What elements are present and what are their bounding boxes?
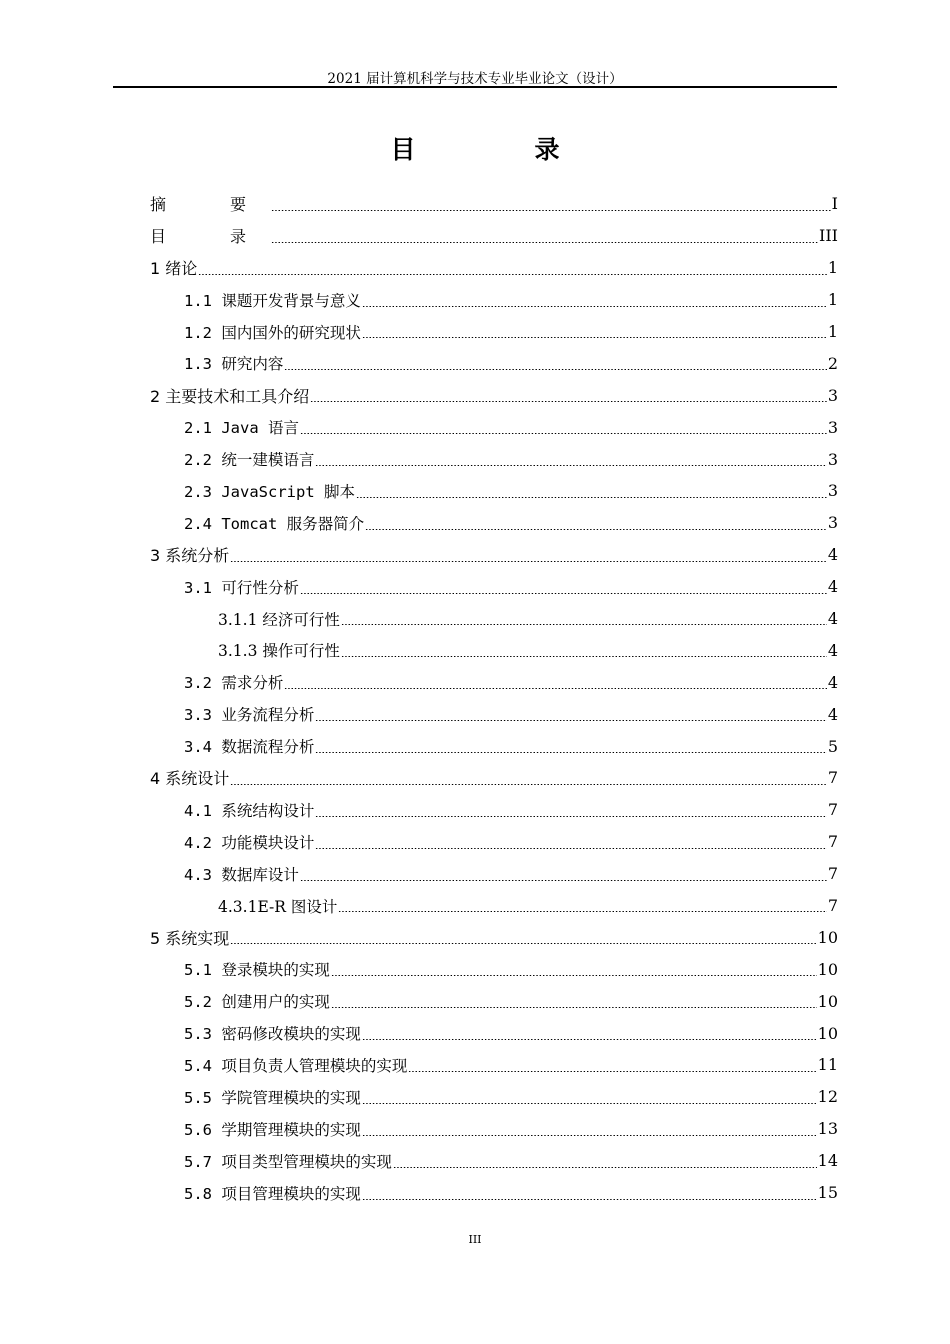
- toc-entry-label: 5.6 学期管理模块的实现: [184, 1120, 361, 1139]
- toc-entry-page: 1: [827, 322, 838, 341]
- toc-entry-label: 2.3 JavaScript 脚本: [184, 482, 355, 501]
- toc-entry-label: 5.8 项目管理模块的实现: [184, 1184, 361, 1203]
- toc-dot-leader: [315, 848, 826, 849]
- toc-dot-leader: [315, 752, 826, 753]
- toc-entry-label: 3.1 可行性分析: [184, 578, 299, 597]
- toc-entry-label: 4.3 数据库设计: [184, 865, 299, 884]
- toc-entry[interactable]: [150, 571, 838, 603]
- toc-entry-page: 4: [827, 704, 838, 724]
- toc-entry[interactable]: [150, 826, 838, 858]
- toc-dot-leader: [300, 593, 827, 594]
- toc-entry[interactable]: [150, 762, 838, 794]
- toc-entry[interactable]: [150, 252, 838, 284]
- toc-entry[interactable]: [150, 284, 838, 316]
- toc-entry-page: 14: [817, 1151, 838, 1171]
- toc-dot-leader: [331, 975, 817, 976]
- toc-entry-label: 1 绪论: [150, 259, 198, 279]
- toc-entry[interactable]: [150, 985, 838, 1017]
- toc-entry-label: 5.3 密码修改模块的实现: [184, 1025, 361, 1044]
- toc-entry[interactable]: [150, 220, 838, 252]
- table-of-contents: [150, 188, 838, 1209]
- toc-entry-page: 4: [827, 672, 838, 692]
- toc-entry-label: 5.5 学院管理模块的实现: [184, 1088, 361, 1107]
- toc-dot-leader: [362, 337, 827, 338]
- toc-entry-page: III: [819, 226, 838, 246]
- toc-dot-leader: [315, 816, 826, 817]
- toc-entry[interactable]: [150, 603, 838, 635]
- toc-entry[interactable]: [150, 347, 838, 379]
- toc-entry[interactable]: [150, 730, 838, 762]
- toc-entry-page: 15: [817, 1183, 838, 1203]
- toc-entry-page: 10: [817, 1023, 838, 1043]
- toc-dot-leader: [271, 242, 818, 243]
- toc-entry[interactable]: [150, 507, 838, 539]
- toc-dot-leader: [198, 274, 827, 275]
- toc-entry-page: 1: [827, 258, 838, 278]
- toc-dot-leader: [362, 1039, 817, 1040]
- toc-entry[interactable]: [150, 475, 838, 507]
- toc-dot-leader: [315, 720, 826, 721]
- toc-entry-page: 10: [817, 927, 838, 947]
- toc-entry[interactable]: [150, 443, 838, 475]
- toc-dot-leader: [362, 306, 827, 307]
- toc-entry-page: 3: [827, 481, 838, 501]
- page-title: 目 录: [390, 135, 607, 164]
- toc-dot-leader: [362, 1199, 817, 1200]
- toc-dot-leader: [310, 401, 827, 402]
- toc-entry[interactable]: [150, 411, 838, 443]
- page-number: III: [468, 1233, 482, 1246]
- toc-entry-page: 13: [817, 1119, 838, 1139]
- toc-dot-leader: [284, 688, 826, 689]
- toc-dot-leader: [393, 1167, 817, 1168]
- toc-entry[interactable]: [150, 539, 838, 571]
- toc-entry-page: I: [831, 194, 838, 214]
- toc-entry-label: 3.1.1 经济可行性: [218, 610, 340, 629]
- toc-entry[interactable]: [150, 1113, 838, 1145]
- toc-entry-page: 4: [827, 640, 838, 660]
- toc-entry[interactable]: [150, 1081, 838, 1113]
- toc-entry-label: 3.4 数据流程分析: [184, 738, 315, 757]
- toc-entry[interactable]: [150, 921, 838, 953]
- toc-dot-leader: [341, 624, 827, 625]
- toc-entry-label: 2 主要技术和工具介绍: [150, 386, 310, 406]
- toc-dot-leader: [362, 1135, 817, 1136]
- toc-entry-label: 5.7 项目类型管理模块的实现: [184, 1152, 392, 1171]
- toc-entry-label: 5.1 登录模块的实现: [184, 961, 330, 980]
- toc-entry-label: 摘 要: [150, 195, 271, 215]
- toc-entry-page: 4: [827, 545, 838, 565]
- toc-entry-label: 4.3.1E-R 图设计: [218, 897, 338, 916]
- toc-entry-label: 1.1 课题开发背景与意义: [184, 291, 361, 310]
- toc-entry[interactable]: [150, 1177, 838, 1209]
- toc-entry-page: 7: [827, 864, 838, 884]
- toc-entry-label: 2.1 Java 语言: [184, 419, 299, 438]
- toc-dot-leader: [300, 880, 827, 881]
- toc-dot-leader: [341, 656, 827, 657]
- toc-entry-page: 3: [827, 417, 838, 437]
- toc-entry[interactable]: [150, 794, 838, 826]
- toc-entry-label: 目 录: [150, 227, 271, 247]
- toc-entry-page: 10: [817, 959, 838, 979]
- toc-entry-label: 3 系统分析: [150, 546, 230, 566]
- toc-entry-label: 2.2 统一建模语言: [184, 451, 315, 470]
- toc-entry-page: 1: [827, 290, 838, 310]
- toc-entry[interactable]: [150, 858, 838, 890]
- toc-dot-leader: [230, 561, 827, 562]
- toc-entry[interactable]: [150, 379, 838, 411]
- toc-entry[interactable]: [150, 890, 838, 922]
- toc-entry-label: 1.3 研究内容: [184, 355, 284, 374]
- toc-entry-page: 7: [827, 800, 838, 820]
- toc-entry[interactable]: [150, 634, 838, 666]
- header-rule: [113, 86, 837, 88]
- toc-entry[interactable]: [150, 666, 838, 698]
- toc-entry-page: 5: [827, 736, 838, 756]
- toc-dot-leader: [315, 465, 826, 466]
- toc-entry[interactable]: [150, 316, 838, 348]
- toc-entry-page: 4: [827, 577, 838, 597]
- toc-entry[interactable]: [150, 953, 838, 985]
- toc-entry-page: 3: [827, 449, 838, 469]
- toc-entry-label: 4.1 系统结构设计: [184, 801, 315, 820]
- toc-dot-leader: [356, 497, 827, 498]
- toc-entry[interactable]: [150, 1017, 838, 1049]
- toc-entry[interactable]: [150, 1145, 838, 1177]
- toc-entry-page: 11: [817, 1055, 838, 1075]
- toc-dot-leader: [338, 911, 826, 912]
- toc-dot-leader: [284, 369, 826, 370]
- toc-entry-page: 12: [817, 1087, 838, 1107]
- toc-dot-leader: [300, 433, 827, 434]
- toc-entry[interactable]: [150, 188, 838, 220]
- toc-entry-label: 3.1.3 操作可行性: [218, 642, 340, 661]
- toc-entry-page: 10: [817, 991, 838, 1011]
- running-header: 2021 届计算机科学与技术专业毕业论文（设计）: [327, 71, 623, 87]
- toc-entry-page: 7: [827, 768, 838, 788]
- toc-entry-label: 4 系统设计: [150, 769, 230, 789]
- toc-entry-page: 7: [827, 896, 838, 916]
- toc-dot-leader: [331, 1007, 817, 1008]
- toc-entry-label: 5.4 项目负责人管理模块的实现: [184, 1056, 408, 1075]
- toc-entry-page: 4: [827, 609, 838, 629]
- toc-entry-label: 3.3 业务流程分析: [184, 706, 315, 725]
- toc-dot-leader: [230, 943, 816, 944]
- toc-entry-label: 4.2 功能模块设计: [184, 833, 315, 852]
- toc-entry-label: 5 系统实现: [150, 928, 230, 948]
- toc-entry[interactable]: [150, 1049, 838, 1081]
- toc-dot-leader: [365, 529, 827, 530]
- toc-entry-page: 3: [827, 385, 838, 405]
- toc-entry-page: 2: [827, 353, 838, 373]
- toc-dot-leader: [230, 784, 827, 785]
- toc-entry-label: 1.2 国内国外的研究现状: [184, 323, 361, 342]
- toc-entry[interactable]: [150, 698, 838, 730]
- toc-entry-page: 3: [827, 513, 838, 533]
- toc-entry-label: 3.2 需求分析: [184, 674, 284, 693]
- toc-dot-leader: [408, 1071, 816, 1072]
- toc-dot-leader: [362, 1103, 817, 1104]
- toc-dot-leader: [271, 210, 831, 211]
- toc-entry-label: 2.4 Tomcat 服务器简介: [184, 514, 365, 533]
- toc-entry-label: 5.2 创建用户的实现: [184, 993, 330, 1012]
- toc-entry-page: 7: [827, 832, 838, 852]
